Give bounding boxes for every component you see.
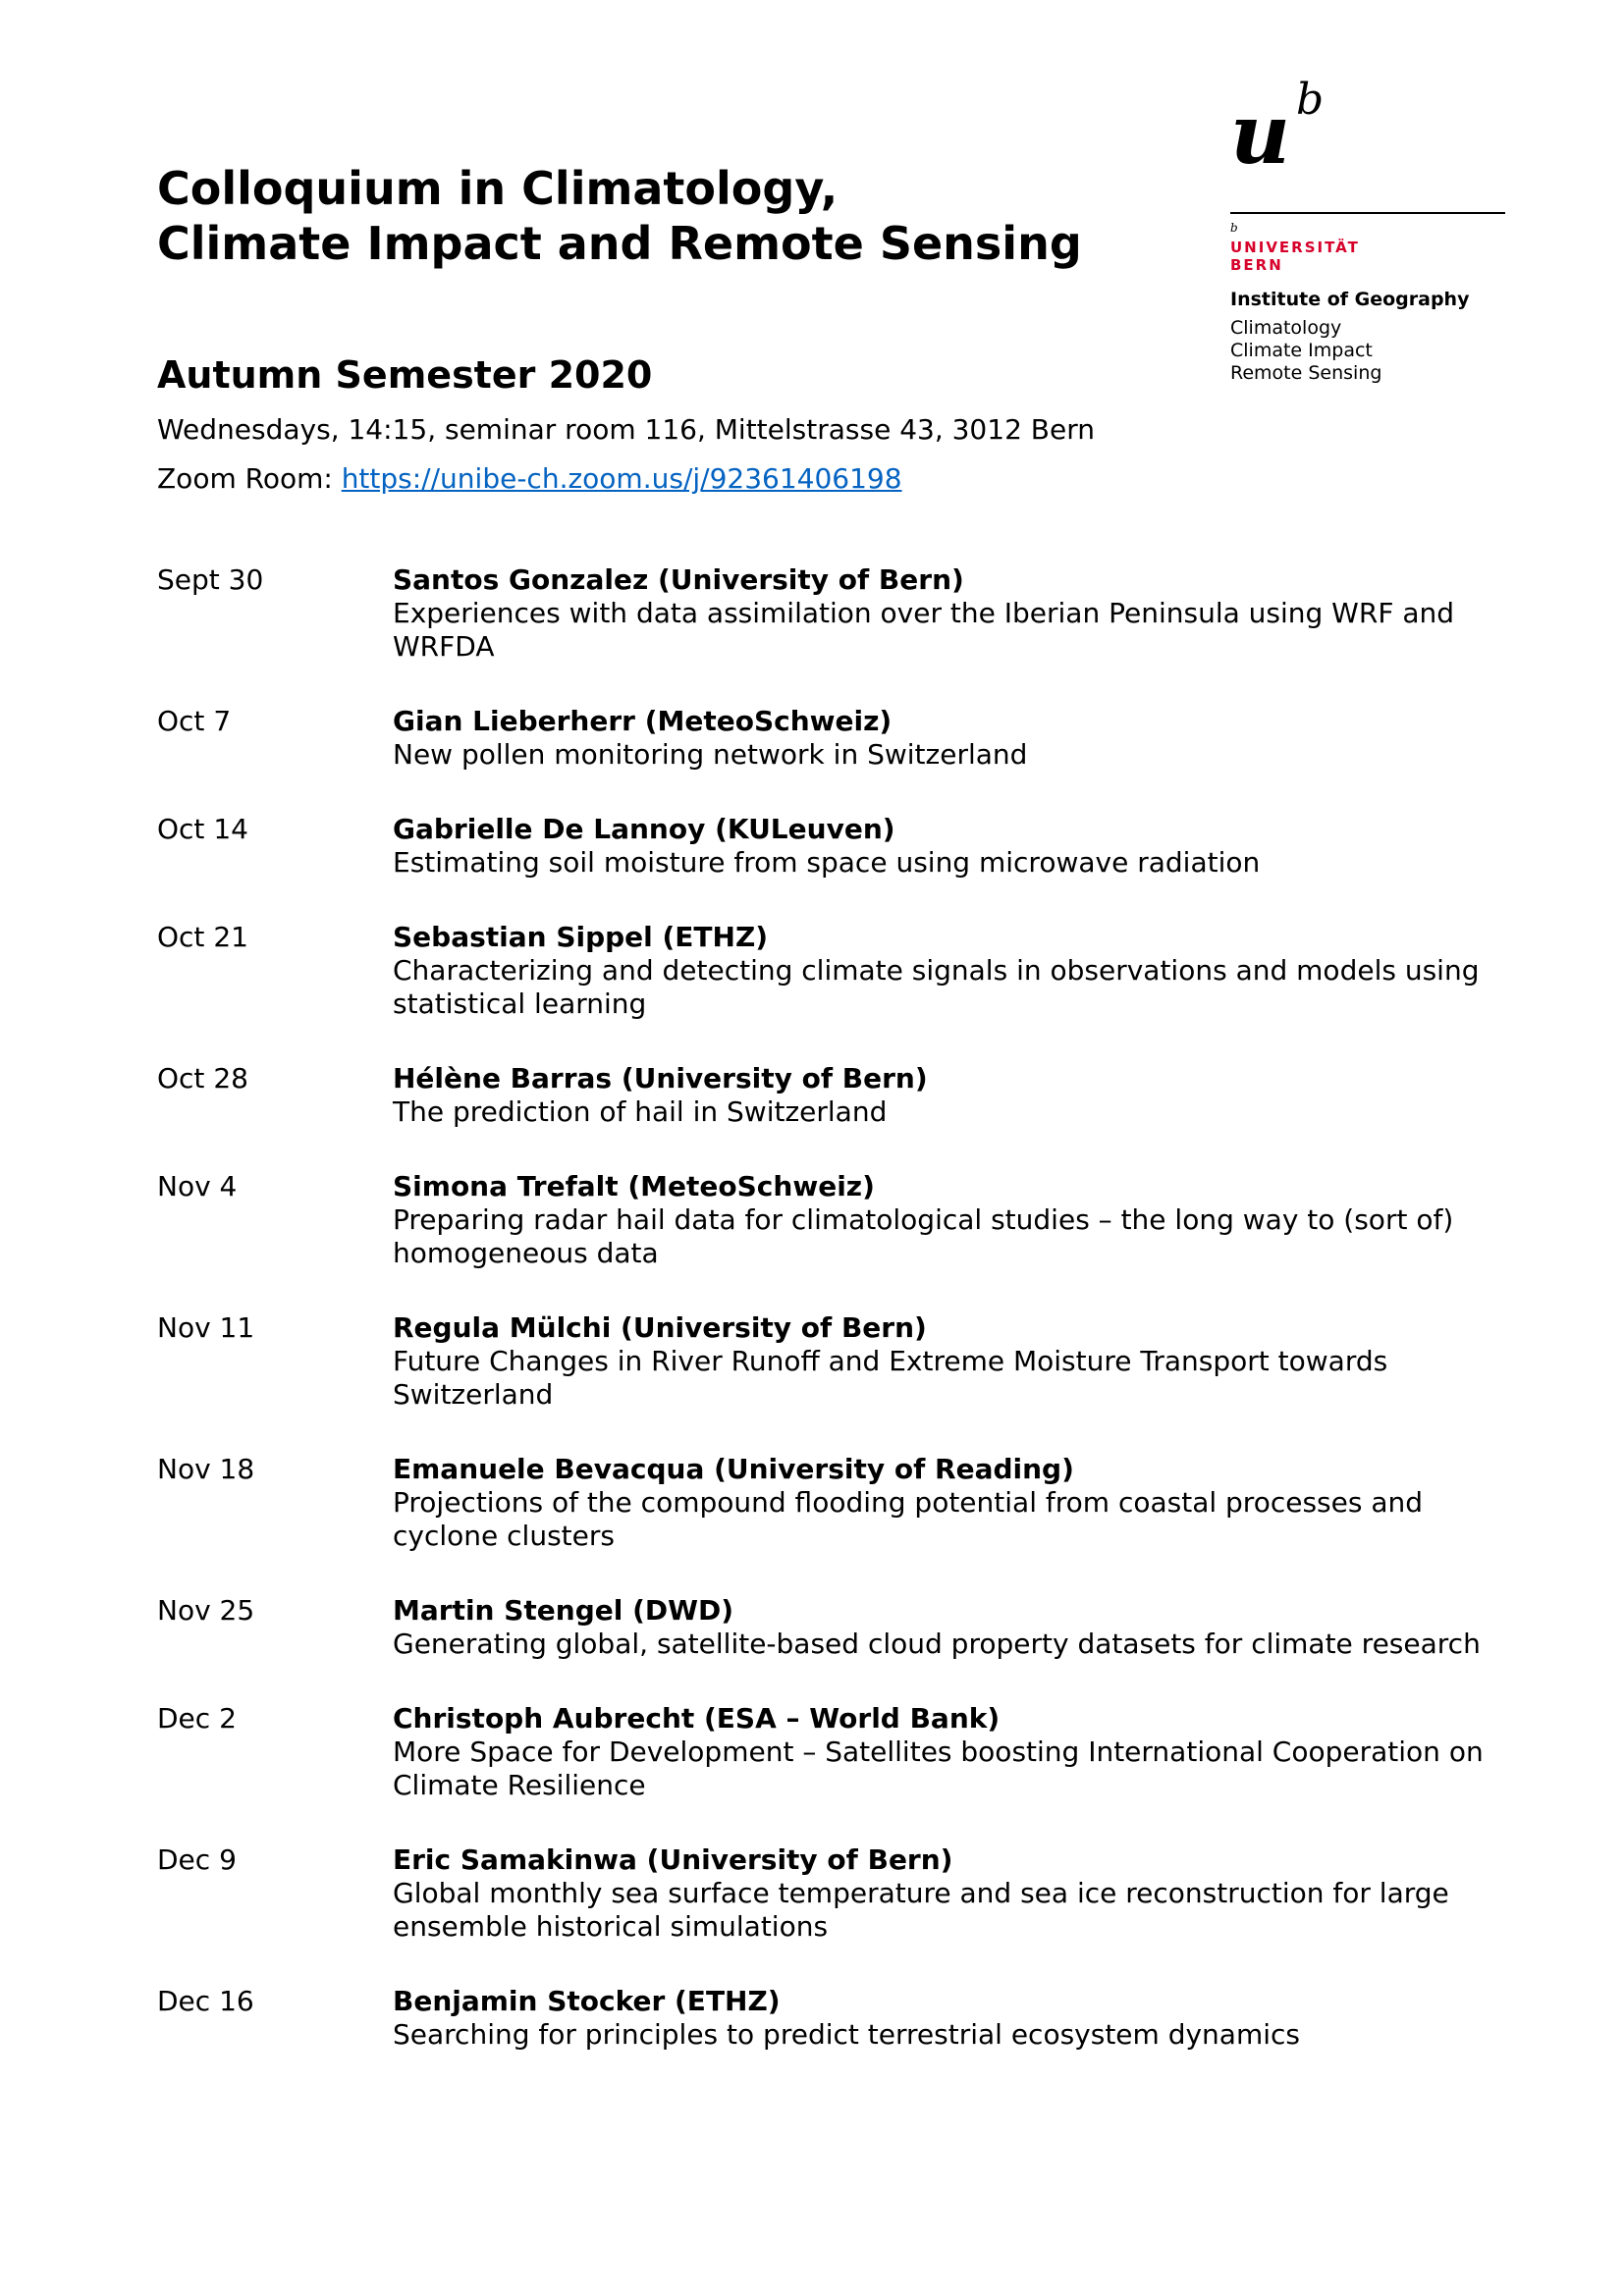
- zoom-label: Zoom Room:: [157, 462, 342, 495]
- talk-details: [393, 1062, 1492, 1129]
- talk-topic: Future Changes in River Runoff and Extreme Moisture Transport towards Switzerland: [393, 1345, 1388, 1411]
- speaker-name: Gian Lieberherr (MeteoSchweiz): [393, 705, 893, 737]
- talk-details: [393, 705, 1492, 772]
- logo-divider: [1230, 212, 1505, 214]
- talk-date: Oct 14: [157, 813, 248, 845]
- talk-topic: Preparing radar hail data for climatological studies – the long way to (sort of) homogeneous data: [393, 1203, 1454, 1269]
- speaker-name: Martin Stengel (DWD): [393, 1594, 734, 1627]
- schedule-row: [157, 1702, 1492, 1802]
- talk-details: [393, 1311, 1492, 1412]
- schedule-row: [157, 1170, 1492, 1270]
- talk-details: [393, 1702, 1492, 1802]
- talk-details: [393, 1453, 1492, 1553]
- schedule-row: [157, 1843, 1492, 1944]
- zoom-link[interactable]: https://unibe-ch.zoom.us/j/92361406198: [341, 462, 902, 495]
- talk-date: Dec 2: [157, 1702, 237, 1735]
- speaker-name: Benjamin Stocker (ETHZ): [393, 1985, 781, 2017]
- logo-mark: [1230, 75, 1505, 210]
- institute-unit: Climate Impact: [1230, 340, 1373, 361]
- talk-topic: Generating global, satellite-based cloud property datasets for climate research: [393, 1628, 1481, 1660]
- talk-date: Dec 16: [157, 1985, 254, 2017]
- title-line-1: Colloquium in Climatology,: [157, 162, 839, 215]
- university-name: [1230, 239, 1360, 274]
- schedule-row: [157, 1985, 1492, 2052]
- speaker-name: Gabrielle De Lannoy (KULeuven): [393, 813, 895, 845]
- schedule-row: [157, 705, 1492, 772]
- talk-date: Nov 25: [157, 1594, 255, 1627]
- schedule-row: [157, 1594, 1492, 1661]
- talk-topic: Experiences with data assimilation over the Iberian Peninsula using WRF and WRFDA: [393, 597, 1455, 663]
- talk-details: [393, 563, 1492, 664]
- speaker-name: Santos Gonzalez (University of Bern): [393, 563, 964, 596]
- speaker-name: Regula Mülchi (University of Bern): [393, 1311, 927, 1344]
- talk-date: Sept 30: [157, 563, 264, 596]
- talk-details: [393, 813, 1492, 880]
- speaker-name: Christoph Aubrecht (ESA – World Bank): [393, 1702, 1001, 1735]
- talk-details: [393, 1843, 1492, 1944]
- zoom-room: [157, 461, 902, 497]
- talk-details: [393, 1170, 1492, 1270]
- speaker-name: Emanuele Bevacqua (University of Reading): [393, 1453, 1074, 1485]
- semester-heading: Autumn Semester 2020: [157, 353, 653, 397]
- venue-info: Wednesdays, 14:15, seminar room 116, Mittelstrasse 43, 3012 Bern: [157, 413, 1095, 446]
- speaker-name: Sebastian Sippel (ETHZ): [393, 921, 769, 953]
- speaker-name: Hélène Barras (University of Bern): [393, 1062, 928, 1095]
- talk-topic: New pollen monitoring network in Switzerland: [393, 738, 1028, 771]
- talk-topic: The prediction of hail in Switzerland: [393, 1095, 888, 1128]
- schedule-row: [157, 813, 1492, 880]
- page-title: [157, 161, 1139, 271]
- schedule-row: [157, 1311, 1492, 1412]
- title-line-2: Climate Impact and Remote Sensing: [157, 217, 1082, 270]
- institute-units: [1230, 317, 1381, 385]
- talk-date: Oct 28: [157, 1062, 248, 1095]
- logo-b-glyph: b: [1296, 75, 1325, 125]
- university-logo: [1230, 75, 1505, 384]
- talk-details: [393, 1594, 1492, 1661]
- institute-unit: Climatology: [1230, 317, 1342, 339]
- speaker-name: Simona Trefalt (MeteoSchweiz): [393, 1170, 875, 1202]
- talk-date: Nov 4: [157, 1170, 238, 1202]
- university-name-line-1: UNIVERSITÄT: [1230, 239, 1360, 256]
- talk-topic: Global monthly sea surface temperature and sea ice reconstruction for large ensemble historical simulations: [393, 1877, 1449, 1943]
- schedule-row: [157, 921, 1492, 1021]
- talk-details: [393, 1985, 1492, 2052]
- talk-topic: Estimating soil moisture from space using microwave radiation: [393, 846, 1261, 879]
- talk-date: Oct 7: [157, 705, 232, 737]
- schedule-row: [157, 1453, 1492, 1553]
- schedule-row: [157, 1062, 1492, 1129]
- logo-small-b: b: [1230, 221, 1238, 235]
- talk-date: Dec 9: [157, 1843, 237, 1876]
- talk-date: Oct 21: [157, 921, 248, 953]
- schedule-row: [157, 563, 1492, 664]
- talk-date: Nov 18: [157, 1453, 255, 1485]
- talk-topic: More Space for Development – Satellites boosting International Cooperation on Climate Resilience: [393, 1735, 1484, 1801]
- talk-topic: Searching for principles to predict terrestrial ecosystem dynamics: [393, 2018, 1300, 2051]
- talk-topic: Characterizing and detecting climate signals in observations and models using statistical learning: [393, 954, 1480, 1020]
- schedule-list: [157, 563, 1492, 2093]
- university-name-line-2: BERN: [1230, 256, 1283, 274]
- institute-name: Institute of Geography: [1230, 289, 1470, 310]
- talk-date: Nov 11: [157, 1311, 255, 1344]
- speaker-name: Eric Samakinwa (University of Bern): [393, 1843, 953, 1876]
- talk-topic: Projections of the compound flooding potential from coastal processes and cyclone clusters: [393, 1486, 1424, 1552]
- institute-unit: Remote Sensing: [1230, 362, 1382, 384]
- logo-u-glyph: u: [1230, 85, 1291, 183]
- talk-details: [393, 921, 1492, 1021]
